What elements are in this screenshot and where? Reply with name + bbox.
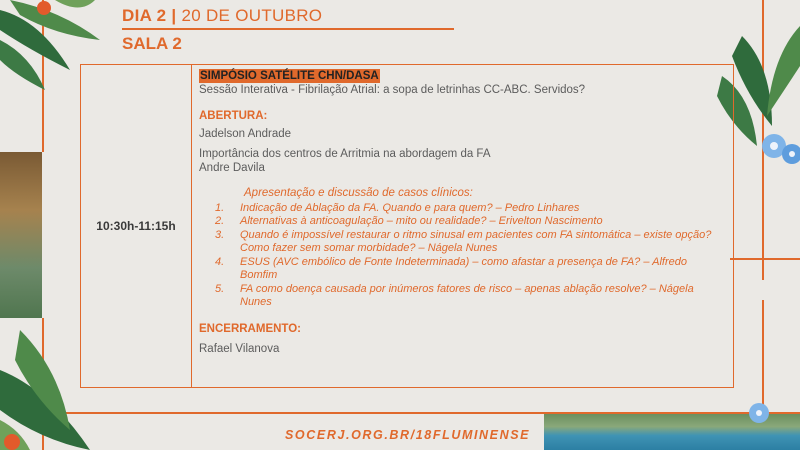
day-label: DIA 2 [122,6,167,25]
case-number: 5. [215,282,225,295]
day-separator: | [171,6,177,25]
case-number: 1. [215,201,225,214]
closing-speaker: Rafael Vilanova [199,342,280,355]
date-label: 20 DE OUTUBRO [181,6,323,25]
time-label: 10:30h-11:15h [96,219,176,233]
program-cell [199,69,727,356]
list-item [215,215,727,229]
frame-line-header-underline [122,28,454,30]
case-text: Quando é impossível restaurar o ritmo sinusal em pacientes com FA sintomática – existe opção? Como fazer sem somar morbidade? – Nágela Nunes [240,228,712,254]
opening-talk-title: Importância dos centros de Arritmia na abordagem da FA [199,148,491,160]
list-item [215,256,727,283]
cases-list [199,187,727,310]
opening-talk-speaker: Andre Davila [199,162,265,174]
statue-photo [0,152,42,318]
room-heading: SALA 2 [122,34,182,53]
schedule-table [80,64,734,388]
time-cell [81,65,192,387]
frame-line-top-right [730,258,800,260]
case-number: 4. [215,255,225,268]
blue-flower-icon [748,402,770,424]
day-heading [122,6,322,26]
list-item [215,229,727,256]
case-text: Indicação de Ablação da FA. Quando e para quem? – Pedro Linhares [240,201,580,214]
case-number: 2. [215,215,225,227]
list-item [215,283,727,310]
frame-line-right-lower [762,300,764,412]
case-text: FA como doença causada por inúmeros fatores de risco – apenas ablação resolve? – Nágela Nunes [240,282,694,308]
list-item [215,202,727,216]
session-title: Sessão Interativa - Fibrilação Atrial: a sopa de letrinhas CC-ABC. Servidos? [199,84,586,96]
opening-speaker: Jadelson Andrade [199,128,292,140]
closing-heading: ENCERRAMENTO: [199,322,302,335]
case-text: ESUS (AVC embólico de Fonte Indeterminada) – como afastar a presença de FA? – Alfredo Bomfim [240,255,687,281]
symposium-title: SIMPÓSIO SATÉLITE CHN/DASA [200,70,379,82]
footer-url: SOCERJ.ORG.BR/18FLUMINENSE [285,428,531,442]
cases-intro: Apresentação e discussão de casos clínicos: [244,187,473,199]
opening-heading: ABERTURA: [199,110,268,122]
case-number: 3. [215,228,225,241]
case-text: Alternativas à anticoagulação – mito ou realidade? – Erivelton Nascimento [240,215,603,227]
